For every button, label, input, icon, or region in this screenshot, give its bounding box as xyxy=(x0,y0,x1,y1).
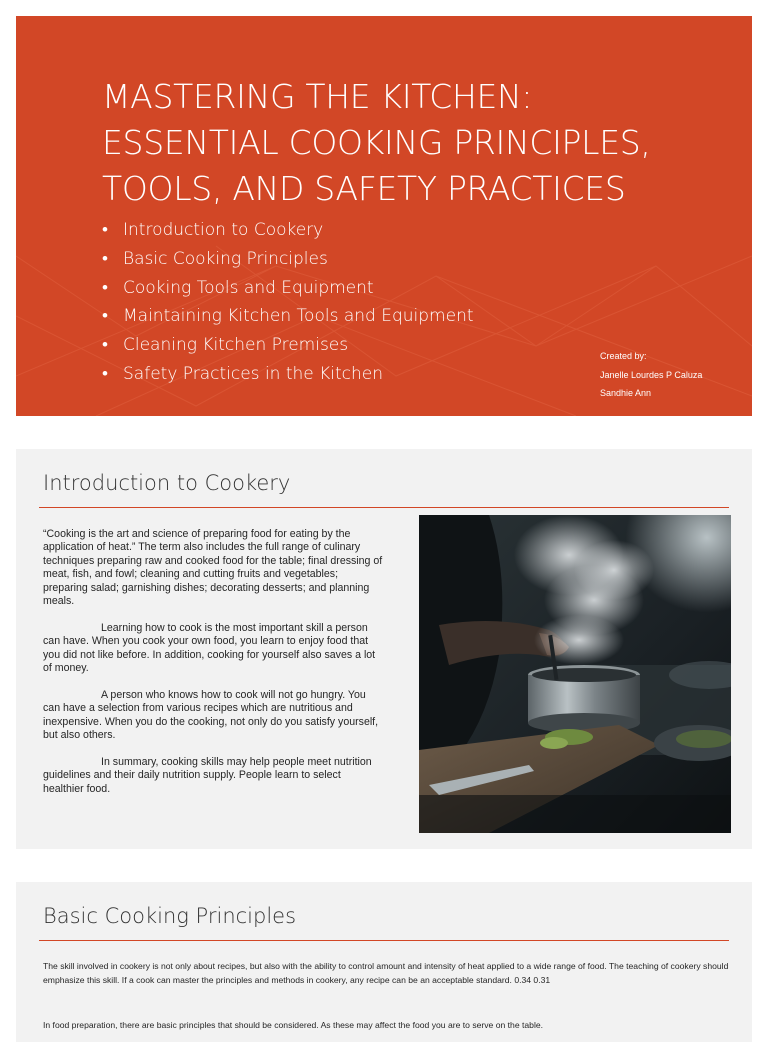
heading-divider xyxy=(39,507,729,508)
intro-body xyxy=(43,528,383,809)
author-name: Janelle Lourdes P Caluza xyxy=(600,369,703,380)
topic-list xyxy=(102,216,474,389)
topic-item: • Introduction to Cookery xyxy=(102,216,474,245)
topic-item: • Safety Practices in the Kitchen xyxy=(102,360,474,389)
title-line: ESSENTIAL COOKING PRINCIPLES, xyxy=(102,123,651,162)
intro-slide xyxy=(16,449,752,849)
title-line: TOOLS, AND SAFETY PRACTICES xyxy=(102,169,626,208)
topic-item: • Cleaning Kitchen Premises xyxy=(102,331,474,360)
topic-item: • Basic Cooking Principles xyxy=(102,245,474,274)
body-paragraph: “Cooking is the art and science of preparing food for eating by the application of heat.” The term also includes the full range of culinary techniques preparing raw and cooked food for the table; final dressing of meat, fish, and fowl; cleaning and cutting fruits and vegetables; preparing salad; garnishing dishes; decorating desserts; and planning meals. xyxy=(43,528,383,608)
principles-body xyxy=(43,959,733,1032)
presentation-title xyxy=(102,74,722,212)
author-name: Sandhie Ann xyxy=(600,388,652,398)
body-paragraph: Learning how to cook is the most important skill a person can have. When you cook your own food, you learn to enjoy food that you did not like before. In addition, cooking for yourself also saves a lot of money. xyxy=(43,621,376,675)
credits-label: Created by: xyxy=(600,351,647,361)
credits xyxy=(600,347,702,403)
cooking-photo xyxy=(419,515,731,833)
slide-heading: Basic Cooking Principles xyxy=(43,904,297,928)
topic-item: • Maintaining Kitchen Tools and Equipment xyxy=(102,302,474,331)
body-paragraph: In food preparation, there are basic principles that should be considered. As these may affect the food you are to serve on the table. xyxy=(43,1020,544,1030)
body-paragraph: The skill involved in cookery is not only about recipes, but also with the ability to control amount and intensity of heat applied to a wide range of food. The teaching of cookery should emphasize this skill. If a cook can master the principles and methods in cookery, any recipe can be an acceptable standard. 0.34 0.31 xyxy=(43,961,729,985)
principles-slide xyxy=(16,882,752,1042)
title-slide xyxy=(16,16,752,416)
heading-divider xyxy=(39,940,729,941)
body-paragraph: A person who knows how to cook will not go hungry. You can have a selection from various recipes which are nutritious and inexpensive. When you do the cooking, not only do you satisfy yourself, but also others. xyxy=(43,688,379,742)
topic-item: • Cooking Tools and Equipment xyxy=(102,274,474,303)
title-line: MASTERING THE KITCHEN: xyxy=(102,77,533,116)
body-paragraph: In summary, cooking skills may help people meet nutrition guidelines and their daily nutrition supply. People learn to select healthier food. xyxy=(43,755,372,795)
slide-heading: Introduction to Cookery xyxy=(43,471,291,495)
cooking-pot-steam-image xyxy=(419,515,731,833)
